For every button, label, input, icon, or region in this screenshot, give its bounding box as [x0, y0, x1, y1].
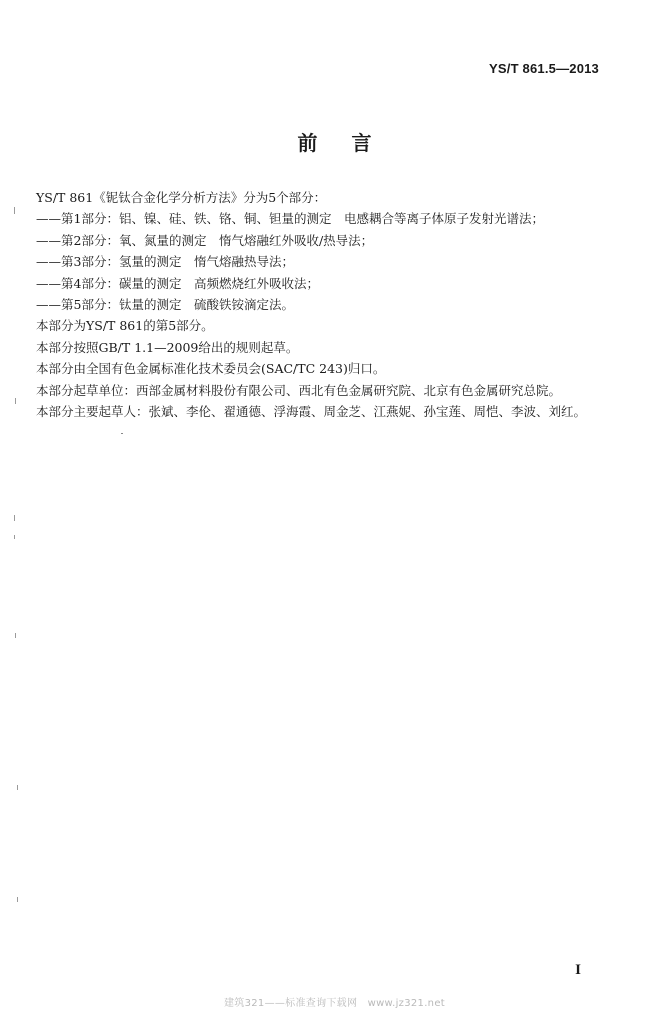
part-3-line: ——第3部分：氢量的测定 惰气熔融热导法； — [36, 254, 294, 270]
foreword-body — [36, 187, 606, 422]
main-drafters: 本部分主要起草人：张斌、李伦、翟通德、浮海霞、周金芝、江燕妮、孙宝莲、周恺、李波、刘红。 — [36, 403, 587, 419]
scan-dot — [121, 433, 123, 434]
drafting-rules: 本部分按照GB/T 1.1—2009给出的规则起草。 — [36, 339, 299, 355]
scan-speck — [17, 897, 18, 902]
watermark: 建筑321——标准查询下载网 www.jz321.net — [224, 998, 445, 1009]
responsible-committee: 本部分由全国有色金属标准化技术委员会(SAC/TC 243)归口。 — [36, 361, 386, 377]
scan-speck — [14, 515, 15, 521]
page-number: I — [575, 962, 581, 978]
drafting-organizations: 本部分起草单位：西部金属材料股份有限公司、西北有色金属研究院、北京有色金属研究总院。 — [36, 382, 562, 398]
scan-speck — [15, 633, 16, 638]
scan-speck — [14, 207, 15, 214]
part-5-line: ——第5部分：钛量的测定 硫酸铁铵滴定法。 — [36, 296, 294, 312]
intro-line: YS/T 861《铌钛合金化学分析方法》分为5个部分： — [36, 190, 327, 205]
part-2-line: ——第2部分：氧、氮量的测定 惰气熔融红外吸收/热导法； — [36, 232, 374, 248]
page-title: 前言 — [297, 131, 406, 155]
scan-speck — [17, 785, 18, 790]
standard-code: YS/T 861.5—2013 — [489, 61, 599, 76]
part-1-line: ——第1部分：铝、镍、硅、铁、铬、铜、钽量的测定 电感耦合等离子体原子发射光谱法； — [36, 211, 544, 227]
scan-speck — [15, 398, 16, 404]
part-4-line: ——第4部分：碳量的测定 高频燃烧红外吸收法； — [36, 275, 319, 291]
part-statement: 本部分为YS/T 861的第5部分。 — [36, 318, 214, 334]
scan-speck — [14, 535, 15, 539]
